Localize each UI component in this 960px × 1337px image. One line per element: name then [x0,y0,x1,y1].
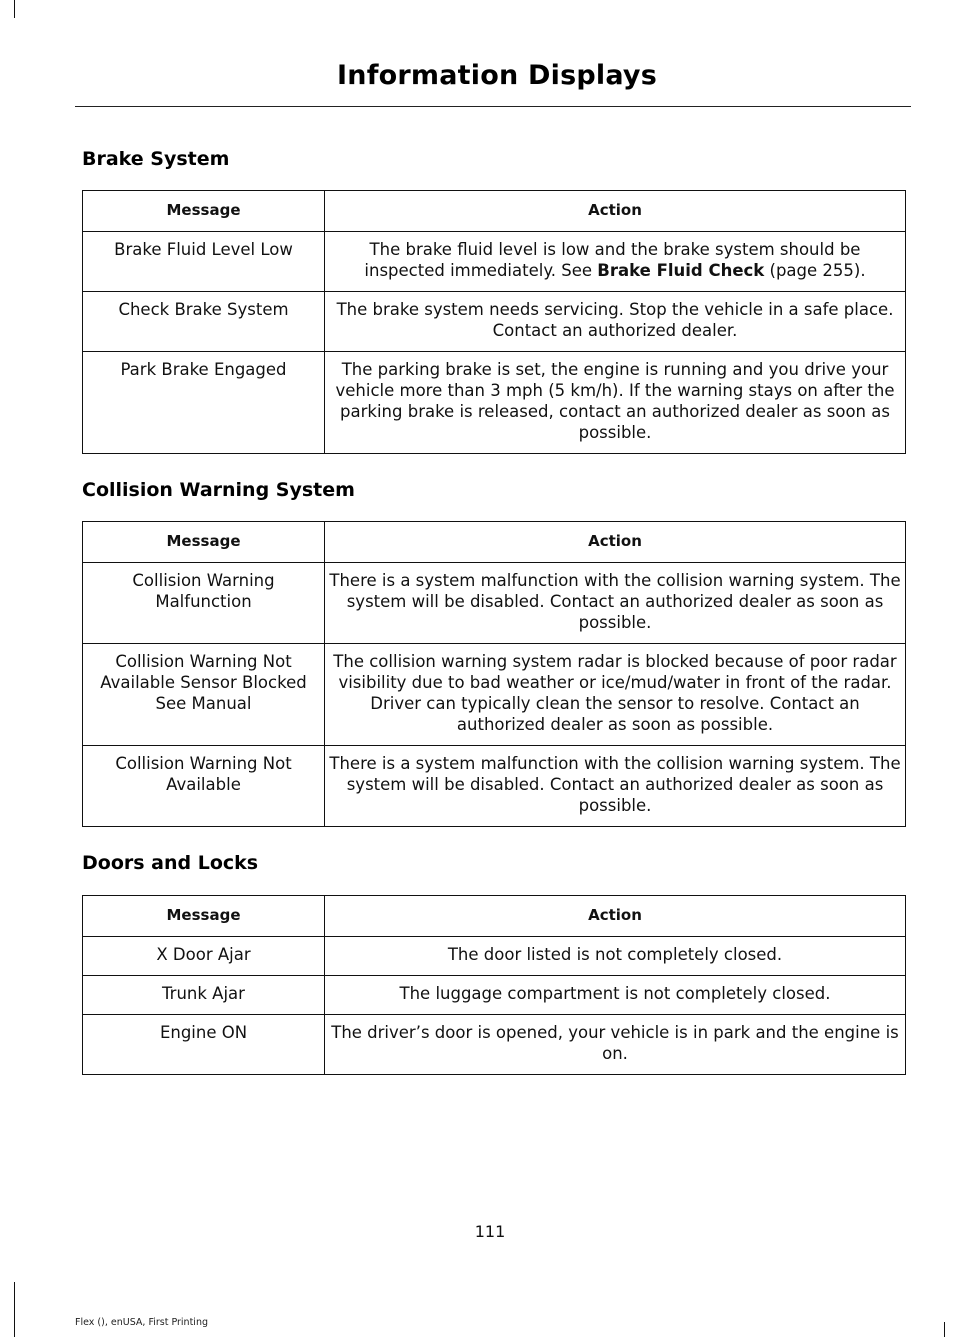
section-heading-collision-warning: Collision Warning System [82,479,355,501]
page-header-title: Information Displays [337,60,657,91]
message-cell: Brake Fluid Level Low [83,232,325,292]
table-row [83,976,906,1015]
table-header-row [83,896,906,937]
action-cell: The parking brake is set, the engine is running and you drive your vehicle more than 3 mph (5 km/h). If the warning stays on after the parking brake is released, contact an authorized dealer as soon as possible. [325,352,906,454]
table-row [83,1015,906,1075]
table-row [83,563,906,644]
crop-mark-bottom-left [14,1282,15,1337]
crop-mark-bottom-right [944,1322,945,1337]
table-row [83,292,906,352]
column-header-message: Message [83,896,325,937]
message-cell: Check Brake System [83,292,325,352]
table-row [83,232,906,292]
doors-and-locks-table [82,895,906,1075]
table-row [83,352,906,454]
table-row [83,937,906,976]
action-cell: The collision warning system radar is blocked because of poor radar visibility due to bad weather or ice/mud/water in front of the radar. Driver can typically clean the sensor to resolve. Contact an authorized dealer as soon as possible. [325,644,906,746]
table-row [83,746,906,827]
message-cell: X Door Ajar [83,937,325,976]
action-cell: The brake system needs servicing. Stop the vehicle in a safe place. Contact an authorized dealer. [325,292,906,352]
message-cell: Park Brake Engaged [83,352,325,454]
column-header-message: Message [83,522,325,563]
message-cell: Engine ON [83,1015,325,1075]
page-reference-link[interactable]: Brake Fluid Check [597,261,765,280]
action-cell: There is a system malfunction with the collision warning system. The system will be disabled. Contact an authorized dealer as soon as possible. [325,746,906,827]
action-text-page: (page 255). [764,261,866,280]
message-cell: Trunk Ajar [83,976,325,1015]
table-row [83,644,906,746]
message-cell: Collision Warning Not Available Sensor Blocked See Manual [83,644,325,746]
collision-warning-table [82,521,906,827]
crop-mark-top-left [14,0,15,18]
column-header-action: Action [325,191,906,232]
action-text: The brake fluid level is low and the brake system should be inspected immediately. See [364,240,861,280]
column-header-message: Message [83,191,325,232]
brake-system-table [82,190,906,454]
section-heading-brake-system: Brake System [82,148,230,170]
action-cell: The door listed is not completely closed. [325,937,906,976]
print-footer: Flex (), enUSA, First Printing [75,1317,208,1328]
page-number: 111 [474,1222,506,1241]
action-cell: The driver’s door is opened, your vehicle is in park and the engine is on. [325,1015,906,1075]
column-header-action: Action [325,522,906,563]
table-header-row [83,191,906,232]
table-header-row [83,522,906,563]
message-cell: Collision Warning Not Available [83,746,325,827]
header-divider [75,106,911,107]
action-cell: The luggage compartment is not completely closed. [325,976,906,1015]
action-cell [325,232,906,292]
column-header-action: Action [325,896,906,937]
message-cell: Collision Warning Malfunction [83,563,325,644]
section-heading-doors-and-locks: Doors and Locks [82,852,259,874]
action-cell: There is a system malfunction with the collision warning system. The system will be disabled. Contact an authorized dealer as soon as possible. [325,563,906,644]
